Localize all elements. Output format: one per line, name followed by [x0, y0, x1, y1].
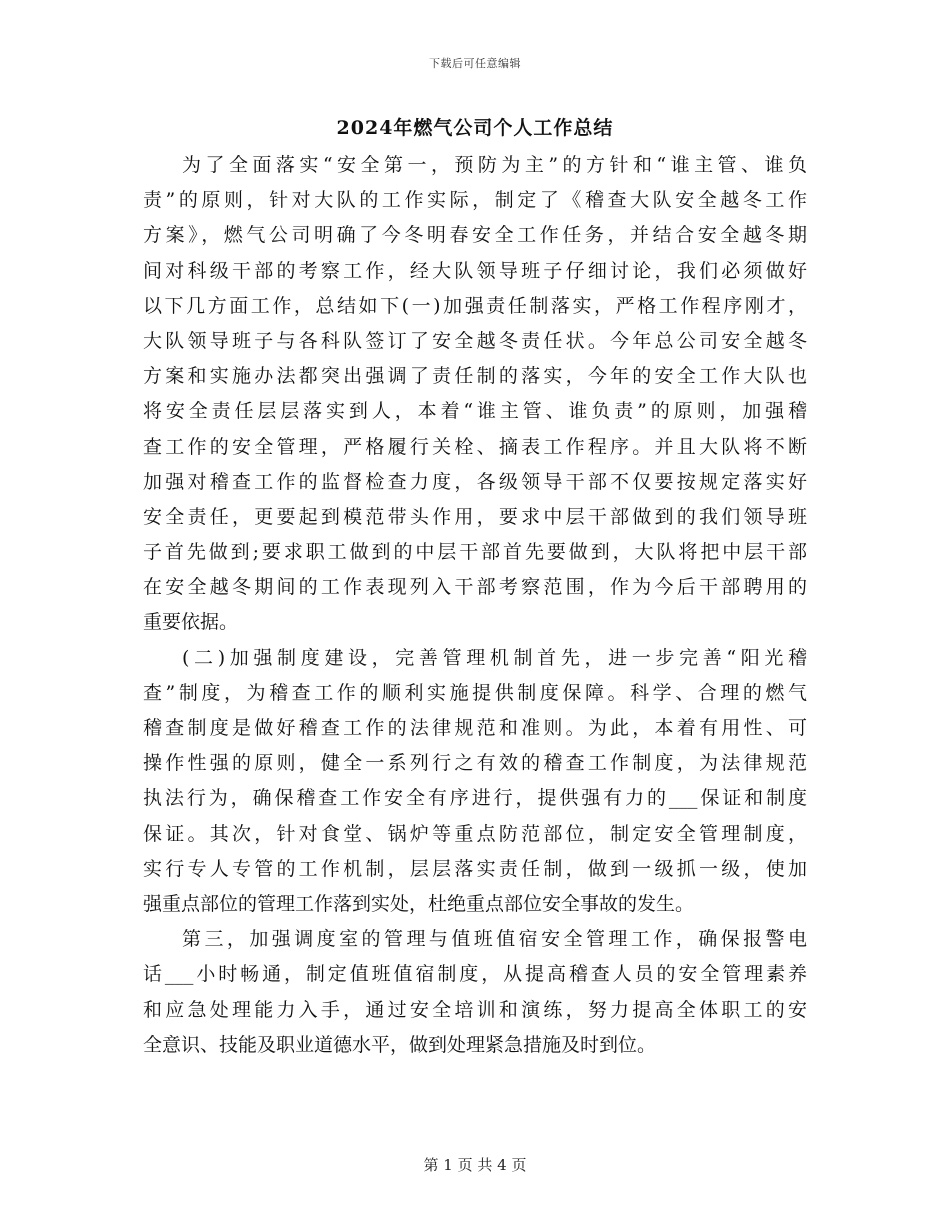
paragraph-line: 以下几方面工作，总结如下(一)加强责任制落实，严格工作程序刚才，	[143, 294, 807, 317]
paragraph-line: 大队领导班子与各科队签订了安全越冬责任状。今年总公司安全越冬	[143, 329, 807, 352]
paragraph-line: 安全责任，更要起到模范带头作用，要求中层干部做到的我们领导班	[143, 505, 807, 528]
paragraph-line: 重要依据。	[143, 611, 239, 634]
page-header-note: 下载后可任意编辑	[429, 57, 521, 70]
paragraph-line: 查”制度，为稽查工作的顺利实施提供制度保障。科学、合理的燃气	[143, 681, 807, 704]
paragraph-line: 查工作的安全管理，严格履行关栓、摘表工作程序。并且大队将不断	[143, 435, 807, 458]
paragraph-line: 第三，加强调度室的管理与值班值宿安全管理工作，确保报警电	[182, 928, 807, 951]
paragraph-line: 操作性强的原则，健全一系列行之有效的稽查工作制度，为法律规范	[143, 752, 807, 775]
paragraph-line: 保证。其次，针对食堂、锅炉等重点防范部位，制定安全管理制度，	[143, 822, 807, 845]
page-number: 第 1 页 共 4 页	[423, 1156, 527, 1174]
paragraph-line: 加强对稽查工作的监督检查力度，各级领导干部不仅要按规定落实好	[143, 470, 807, 493]
paragraph-line: 实行专人专管的工作机制，层层落实责任制，做到一级抓一级，使加	[143, 857, 807, 880]
paragraph-line: 话___小时畅通，制定值班值宿制度，从提高稽查人员的安全管理素养	[143, 963, 807, 986]
paragraph-line: 为了全面落实“安全第一，预防为主”的方针和“谁主管、谁负	[182, 154, 807, 176]
paragraph-line: 和应急处理能力入手，通过安全培训和演练，努力提高全体职工的安	[143, 998, 807, 1021]
paragraph-line: 在安全越冬期间的工作表现列入干部考察范围，作为今后干部聘用的	[143, 576, 807, 599]
paragraph-line: 全意识、技能及职业道德水平，做到处理紧急措施及时到位。	[143, 1033, 657, 1056]
paragraph-line: 方案》，燃气公司明确了今冬明春安全工作任务，并结合安全越冬期	[143, 224, 807, 247]
paragraph-line: 方案和实施办法都突出强调了责任制的落实，今年的安全工作大队也	[143, 365, 807, 388]
paragraph-line: 强重点部位的管理工作落到实处，杜绝重点部位安全事故的发生。	[143, 892, 695, 915]
paragraph-line: 执法行为，确保稽查工作安全有序进行，提供强有力的___保证和制度	[143, 787, 807, 810]
document-title: 2024年燃气公司个人工作总结	[336, 117, 614, 139]
paragraph-line: 子首先做到;要求职工做到的中层干部首先要做到，大队将把中层干部	[143, 541, 807, 564]
paragraph-line: 间对科级干部的考察工作，经大队领导班子仔细讨论，我们必须做好	[143, 259, 807, 282]
paragraph-line: 责”的原则，针对大队的工作实际，制定了《稽查大队安全越冬工作	[143, 189, 807, 212]
paragraph-line: 稽查制度是做好稽查工作的法律规范和准则。为此，本着有用性、可	[143, 717, 807, 739]
paragraph-line: (二)加强制度建设，完善管理机制首先，进一步完善“阳光稽	[182, 646, 807, 669]
document-body	[143, 148, 807, 1063]
paragraph-line: 将安全责任层层落实到人，本着“谁主管、谁负责”的原则，加强稽	[143, 400, 807, 423]
